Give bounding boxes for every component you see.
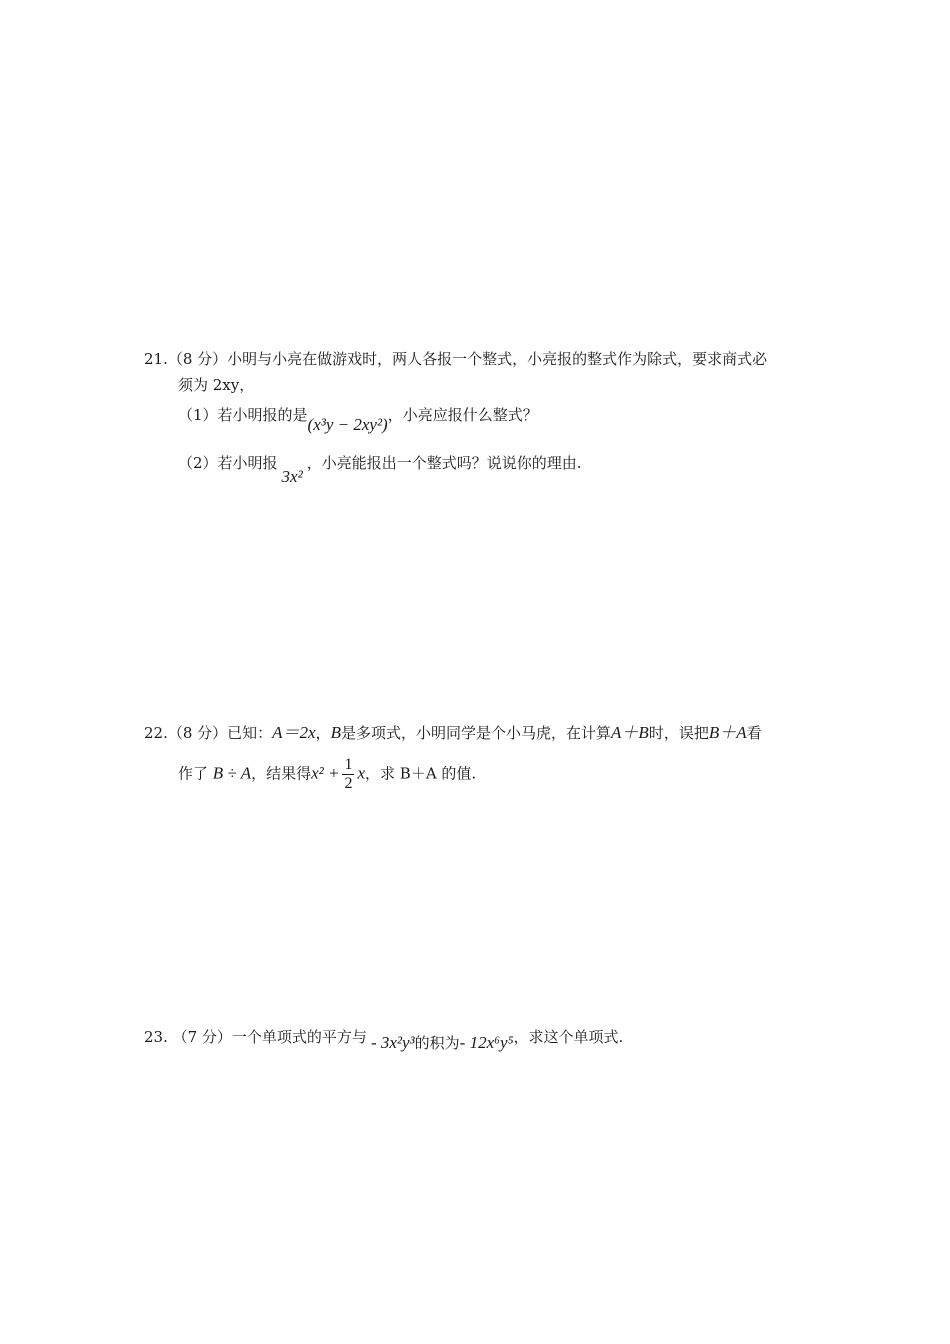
- q23-mid: 的积为: [414, 1034, 460, 1052]
- q22-mid2: 是多项式，小明同学是个小马虎，在计算: [341, 724, 612, 742]
- q22-b-var: B: [330, 723, 342, 742]
- q21-part1: [144, 402, 814, 434]
- q21-line2: 须为 2xy，: [178, 376, 255, 394]
- question-22: [144, 720, 814, 793]
- q22-fraction: [342, 756, 354, 793]
- q22-mid4: 看: [746, 724, 762, 742]
- q23-expr1: - 3x²y³: [370, 1033, 415, 1052]
- q23-line: [144, 1024, 814, 1050]
- question-23: [144, 1024, 814, 1050]
- q21-part1-label: （1）若小明报的是: [178, 406, 308, 424]
- q22-prefix: 22.（8 分）已知：: [144, 724, 273, 742]
- q22-result-left: x² +: [311, 763, 340, 783]
- q21-part1-math: (x³y − 2xy²): [307, 415, 388, 434]
- q22-line2-b: ，结果得: [251, 764, 312, 783]
- q22-line2: [144, 756, 814, 793]
- q22-line1: [144, 720, 814, 746]
- q21-line1: 21.（8 分）小明与小亮在做游戏时，两人各报一个整式，小亮报的整式作为除式，要求商式必: [144, 350, 768, 368]
- q21-part2: [144, 450, 814, 486]
- q22-frac-den: 2: [344, 775, 353, 792]
- q21-part2-math: 3x²: [281, 467, 303, 486]
- q22-mid3: 时，误把: [648, 724, 709, 742]
- q23-expr2: - 12x⁶y⁵: [459, 1033, 514, 1052]
- q22-div-expr: B ÷ A: [212, 763, 252, 783]
- q22-frac-num: 1: [344, 756, 353, 773]
- q22-sum2: B＋A: [708, 723, 747, 742]
- q23-prefix: 23. （7 分）一个单项式的平方与: [144, 1028, 367, 1046]
- q23-suffix: ，求这个单项式.: [513, 1028, 624, 1046]
- question-21: [144, 346, 814, 486]
- q21-part1-after: ，小亮应报什么整式？: [387, 406, 538, 424]
- q22-line2-a: 作了: [178, 764, 209, 783]
- q22-line2-c: ，求 B＋A 的值.: [365, 764, 477, 783]
- q21-part2-after: ，小亮能报出一个整式吗？说说你的理由.: [306, 454, 582, 472]
- q22-a-expr: A＝2x: [272, 723, 316, 742]
- q22-sum1: A＋B: [611, 723, 649, 742]
- q22-mid1: ，: [315, 724, 331, 742]
- q21-part2-label: （2）若小明报: [178, 454, 278, 472]
- q22-result-right: x: [357, 763, 366, 783]
